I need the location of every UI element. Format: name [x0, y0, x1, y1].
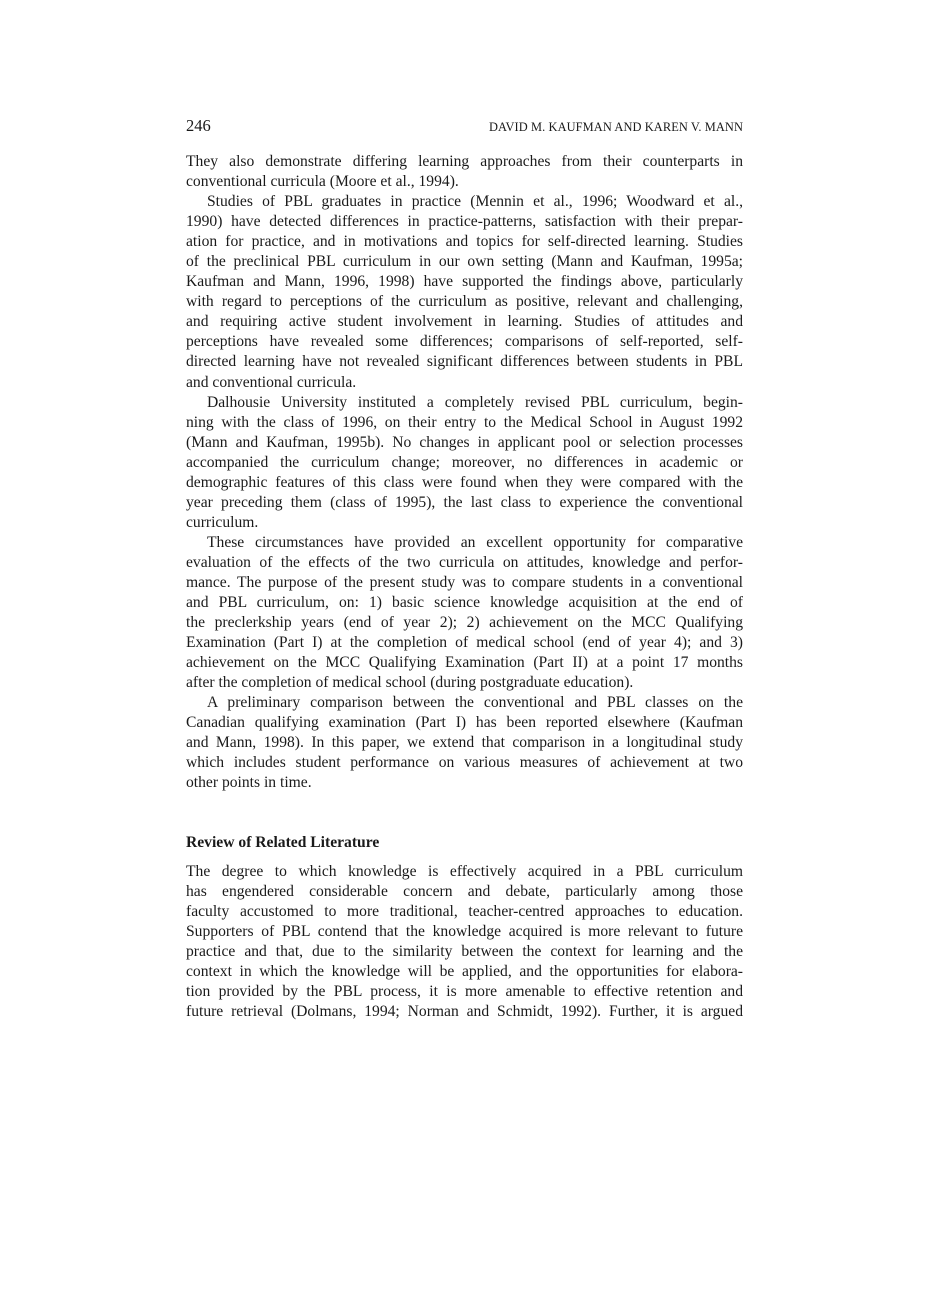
- running-header: [186, 116, 743, 138]
- text-line: They also demonstrate differing learning approaches from their counterparts in: [186, 153, 743, 170]
- text-line: with regard to perceptions of the curriculum as positive, relevant and challenging,: [186, 293, 743, 311]
- page-number: 246: [186, 116, 211, 135]
- text-line: These circumstances have provided an excellent opportunity for comparative: [207, 533, 743, 551]
- journal-page: [186, 116, 743, 1022]
- text-line: evaluation of the effects of the two curricula on attitudes, knowledge and perfor-: [186, 553, 743, 571]
- text-line: other points in time.: [186, 774, 312, 792]
- text-line: perceptions have revealed some differences; comparisons of self-reported, self-: [186, 333, 743, 351]
- text-line: demographic features of this class were found when they were compared with the: [186, 473, 743, 491]
- text-line: tion provided by the PBL process, it is more amenable to effective retention and: [186, 982, 743, 1000]
- text-line: faculty accustomed to more traditional, teacher-centred approaches to education.: [186, 902, 743, 920]
- text-line: 1990) have detected differences in practice-patterns, satisfaction with their prepar-: [186, 213, 743, 231]
- text-line: has engendered considerable concern and debate, particularly among those: [186, 882, 743, 900]
- section-heading: Review of Related Literature: [186, 833, 380, 851]
- text-line: ning with the class of 1996, on their entry to the Medical School in August 1992: [186, 413, 743, 431]
- text-line: and requiring active student involvement in learning. Studies of attitudes and: [186, 313, 743, 331]
- text-line: and PBL curriculum, on: 1) basic science knowledge acquisition at the end of: [186, 594, 743, 612]
- text-line: The degree to which knowledge is effectively acquired in a PBL curriculum: [186, 862, 743, 880]
- text-line: Supporters of PBL contend that the knowledge acquired is more relevant to future: [186, 922, 743, 940]
- text-line: Examination (Part I) at the completion of medical school (end of year 4); and 3): [186, 634, 743, 652]
- text-line: future retrieval (Dolmans, 1994; Norman and Schmidt, 1992). Further, it is argued: [186, 1002, 743, 1020]
- text-line: context in which the knowledge will be applied, and the opportunities for elabora-: [186, 962, 743, 980]
- text-line: year preceding them (class of 1995), the last class to experience the conventional: [186, 493, 743, 511]
- text-line: the preclerkship years (end of year 2); 2) achievement on the MCC Qualifying: [186, 614, 743, 632]
- text-line: achievement on the MCC Qualifying Examination (Part II) at a point 17 months: [186, 654, 743, 672]
- text-line: of the preclinical PBL curriculum in our own setting (Mann and Kaufman, 1995a;: [186, 253, 743, 271]
- text-line: ation for practice, and in motivations and topics for self-directed learning. Studies: [186, 233, 743, 251]
- body-text: [186, 152, 743, 1022]
- text-line: mance. The purpose of the present study was to compare students in a conventional: [186, 573, 743, 591]
- text-line: Studies of PBL graduates in practice (Mennin et al., 1996; Woodward et al.,: [207, 193, 743, 211]
- text-line: accompanied the curriculum change; moreover, no differences in academic or: [186, 453, 743, 471]
- text-line: and conventional curricula.: [186, 373, 357, 391]
- text-line: Kaufman and Mann, 1996, 1998) have supported the findings above, particularly: [186, 273, 743, 291]
- text-line: curriculum.: [186, 513, 259, 531]
- text-line: Canadian qualifying examination (Part I) has been reported elsewhere (Kaufman: [186, 714, 743, 732]
- text-line: which includes student performance on various measures of achievement at two: [186, 754, 743, 772]
- text-line: Dalhousie University instituted a completely revised PBL curriculum, begin-: [207, 393, 743, 411]
- paragraph-5: [186, 693, 743, 793]
- running-title-authors: DAVID M. KAUFMAN AND KAREN V. MANN: [489, 120, 743, 134]
- paragraph-3: [186, 393, 743, 533]
- text-line: (Mann and Kaufman, 1995b). No changes in applicant pool or selection processes: [186, 433, 743, 451]
- paragraph-section-1: [186, 862, 743, 1022]
- paragraph-4: [186, 533, 743, 693]
- text-line: A preliminary comparison between the conventional and PBL classes on the: [207, 694, 743, 712]
- text-line: practice and that, due to the similarity between the context for learning and the: [186, 942, 743, 960]
- paragraph-1: [186, 152, 743, 192]
- text-line: conventional curricula (Moore et al., 1994).: [186, 173, 459, 191]
- text-line: after the completion of medical school (during postgraduate education).: [186, 674, 634, 692]
- text-line: and Mann, 1998). In this paper, we extend that comparison in a longitudinal study: [186, 734, 743, 752]
- paragraph-2: [186, 192, 743, 392]
- text-line: directed learning have not revealed significant differences between students in PBL: [186, 353, 743, 371]
